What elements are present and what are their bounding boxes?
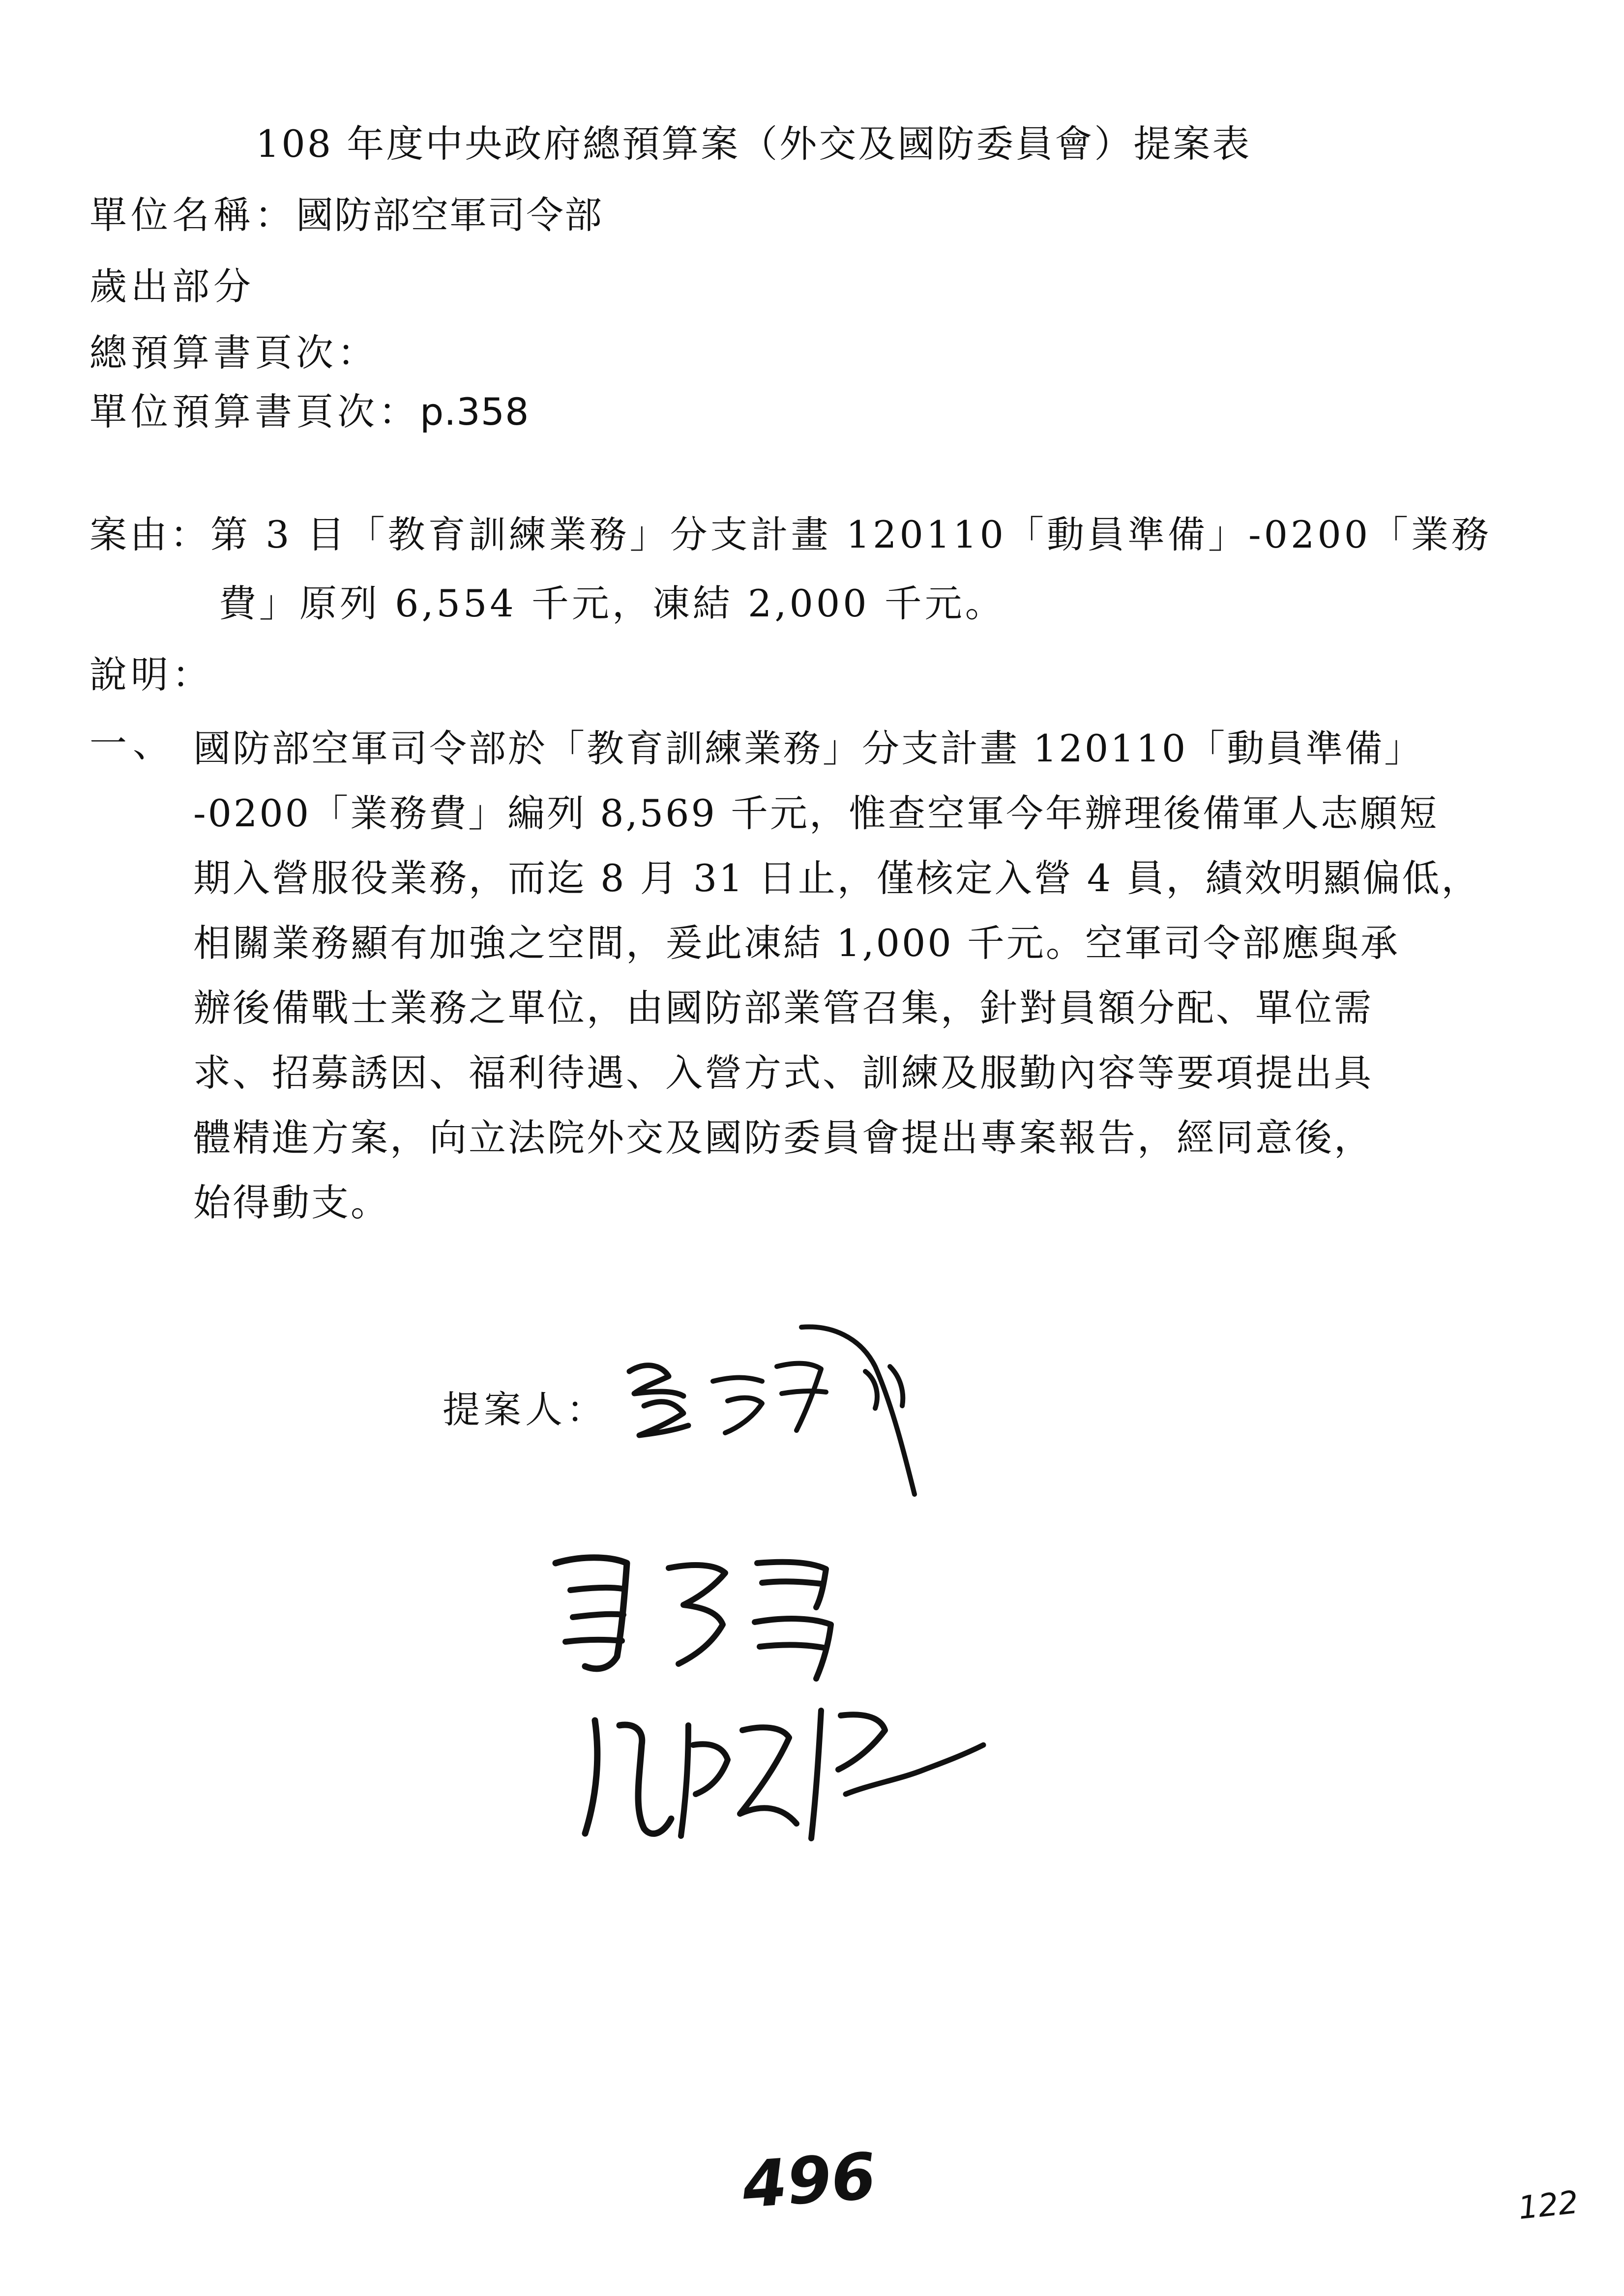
- signature-2: [536, 1543, 851, 1691]
- section-heading: 歲出部分: [89, 264, 255, 308]
- unit-name-label: 單位名稱：: [89, 193, 296, 237]
- unit-budget-page-value: p.358: [420, 390, 530, 434]
- paragraph-line: 相關業務顯有加強之空間，爰此凍結 1,000 千元。空軍司令部應與承: [193, 921, 1400, 965]
- unit-name-value: 國防部空軍司令部: [296, 193, 603, 237]
- paragraph-line: 辦後備戰士業務之單位，由國防部業管召集，針對員額分配、單位需: [193, 986, 1373, 1030]
- document-title: 108 年度中央政府總預算案（外交及國防委員會）提案表: [256, 122, 1252, 166]
- paragraph-line: 國防部空軍司令部於「教育訓練業務」分支計畫 120110「動員準備」: [193, 727, 1424, 770]
- signature-3: [565, 1696, 998, 1853]
- unit-name-row: [89, 193, 603, 237]
- general-budget-page-row: [89, 331, 379, 375]
- item-marker: 一、: [89, 722, 176, 765]
- general-budget-page-label: 總預算書頁次：: [89, 331, 379, 375]
- explanation-label: 說明：: [89, 653, 213, 697]
- explanation-paragraph: [193, 716, 1521, 1235]
- case-line-1: [89, 513, 1492, 556]
- page-number-handwritten: 496: [740, 2138, 879, 2223]
- case-text-1: 第 3 目「教育訓練業務」分支計畫 120110「動員準備」-0200「業務: [210, 513, 1492, 556]
- paragraph-line: 體精進方案，向立法院外交及國防委員會提出專案報告，經同意後，: [193, 1116, 1373, 1160]
- paragraph-line: 始得動支。: [193, 1181, 390, 1224]
- page-mark-handwritten: 122: [1516, 2184, 1580, 2227]
- signature-1: [615, 1308, 988, 1504]
- unit-budget-page-label: 單位預算書頁次：: [89, 390, 420, 434]
- paragraph-line: 求、招募誘因、福利待遇、入營方式、訓練及服勤內容等要項提出具: [193, 1051, 1373, 1095]
- case-label: 案由：: [89, 513, 210, 556]
- case-line-2: 費」原列 6,554 千元，凍結 2,000 千元。: [219, 581, 1005, 625]
- unit-budget-page-row: [89, 390, 530, 434]
- paragraph-line: -0200「業務費」編列 8,569 千元，惟查空軍今年辦理後備軍人志願短: [193, 791, 1439, 835]
- paragraph-line: 期入營服役業務，而迄 8 月 31 日止，僅核定入營 4 員，績效明顯偏低，: [193, 856, 1481, 900]
- proposer-label: 提案人：: [443, 1388, 608, 1431]
